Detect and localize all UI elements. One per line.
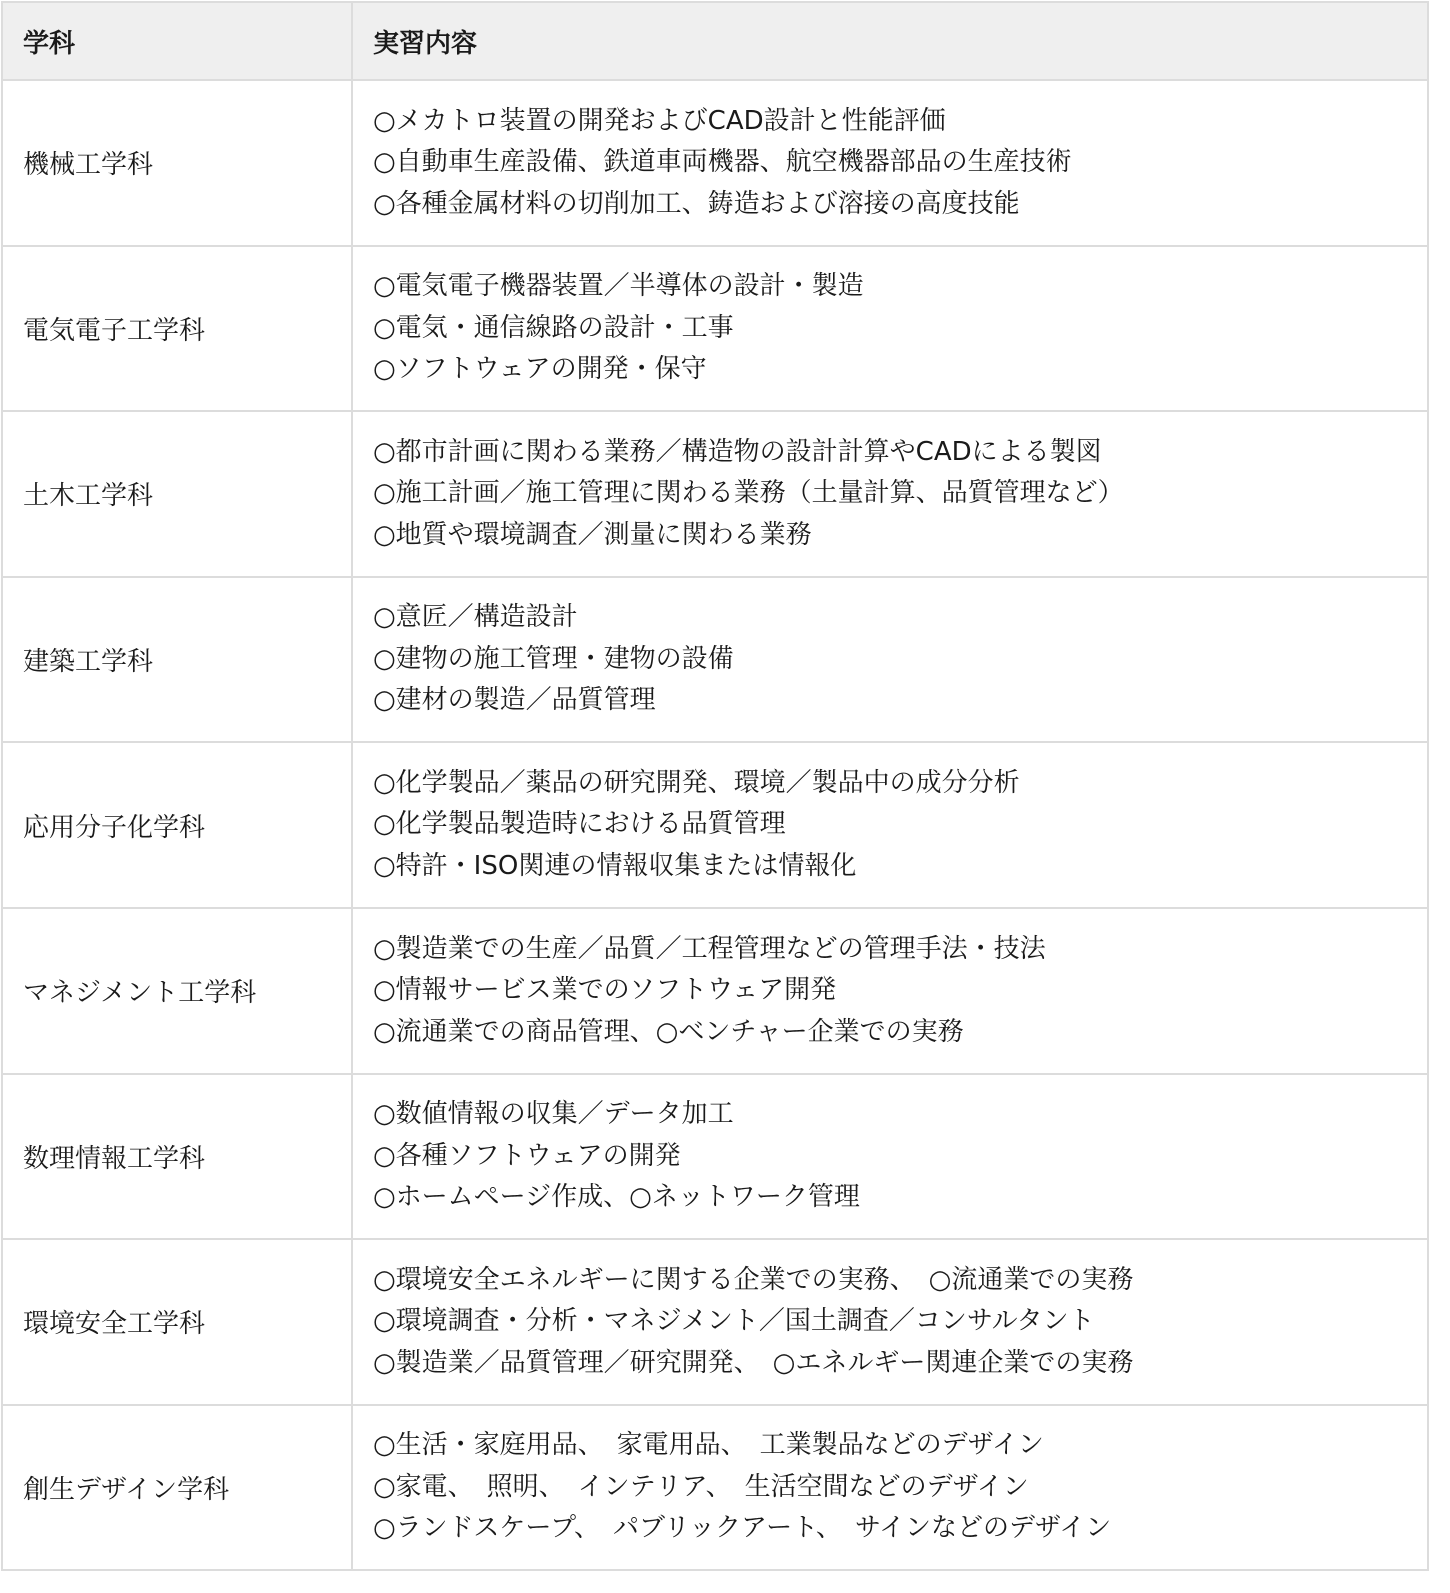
training-content-line: ○特許・ISO関連の情報収集または情報化 [373,850,857,881]
table-row [2,908,1428,1074]
training-content-line: ○自動車生産設備、鉄道車両機器、航空機器部品の生産技術 [373,147,1072,178]
table-header [2,2,1428,80]
training-content [352,742,1428,908]
table-row [2,411,1428,577]
training-content [352,411,1428,577]
department-name: 環境安全工学科 [2,1239,352,1405]
training-content-line: ○各種ソフトウェアの開発 [373,1140,681,1171]
header-department: 学科 [2,2,352,80]
training-content [352,1405,1428,1571]
department-name: 建築工学科 [2,577,352,743]
training-content-line: ○環境調査・分析・マネジメント／国土調査／コンサルタント [373,1306,1095,1337]
training-content [352,1074,1428,1240]
department-name: 数理情報工学科 [2,1074,352,1240]
training-content-line: ○製造業／品質管理／研究開発、 ○エネルギー関連企業での実務 [373,1347,1134,1378]
table-row [2,246,1428,412]
department-name: 土木工学科 [2,411,352,577]
table-row [2,742,1428,908]
training-content-line: ○ホームページ作成、○ネットワーク管理 [373,1182,860,1213]
header-row [2,2,1428,80]
training-content [352,80,1428,246]
training-content-line: ○環境安全エネルギーに関する企業での実務、 ○流通業での実務 [373,1264,1134,1295]
training-content-line: ○化学製品／薬品の研究開発、環境／製品中の成分分析 [373,767,1020,798]
department-name: 創生デザイン学科 [2,1405,352,1571]
training-content-line: ○意匠／構造設計 [373,602,578,633]
table-row [2,80,1428,246]
training-content-line: ○地質や環境調査／測量に関わる業務 [373,519,812,550]
table-row [2,1239,1428,1405]
training-content-line: ○建物の施工管理・建物の設備 [373,643,734,674]
training-content [352,577,1428,743]
training-content-line: ○生活・家庭用品、 家電用品、 工業製品などのデザイン [373,1430,1044,1461]
training-content-line: ○情報サービス業でのソフトウェア開発 [373,975,837,1006]
department-name: 機械工学科 [2,80,352,246]
department-name: 応用分子化学科 [2,742,352,908]
training-content-line: ○都市計画に関わる業務／構造物の設計計算やCADによる製図 [373,436,1102,467]
training-content-line: ○電気電子機器装置／半導体の設計・製造 [373,271,864,302]
department-name: 電気電子工学科 [2,246,352,412]
training-content-line: ○建材の製造／品質管理 [373,685,656,716]
training-content-line: ○家電、 照明、 インテリア、 生活空間などのデザイン [373,1471,1029,1502]
training-content-line: ○化学製品製造時における品質管理 [373,809,786,840]
training-content [352,246,1428,412]
training-content-line: ○数値情報の収集／データ加工 [373,1099,734,1130]
training-content-line: ○製造業での生産／品質／工程管理などの管理手法・技法 [373,933,1046,964]
table-row [2,577,1428,743]
department-training-table [1,1,1429,1571]
training-content [352,1239,1428,1405]
training-content-line: ○メカトロ装置の開発およびCAD設計と性能評価 [373,105,946,136]
training-content-line: ○流通業での商品管理、○ベンチャー企業での実務 [373,1016,964,1047]
header-training-content: 実習内容 [352,2,1428,80]
training-content-line: ○電気・通信線路の設計・工事 [373,312,734,343]
table-row [2,1405,1428,1571]
department-name: マネジメント工学科 [2,908,352,1074]
training-content-line: ○ランドスケープ、 パブリックアート、 サインなどのデザイン [373,1513,1112,1544]
table-body [2,80,1428,1570]
training-content-line: ○施工計画／施工管理に関わる業務（土量計算、品質管理など） [373,478,1124,509]
training-content-line: ○ソフトウェアの開発・保守 [373,354,707,385]
table-row [2,1074,1428,1240]
training-content-line: ○各種金属材料の切削加工、鋳造および溶接の高度技能 [373,188,1020,219]
training-content [352,908,1428,1074]
